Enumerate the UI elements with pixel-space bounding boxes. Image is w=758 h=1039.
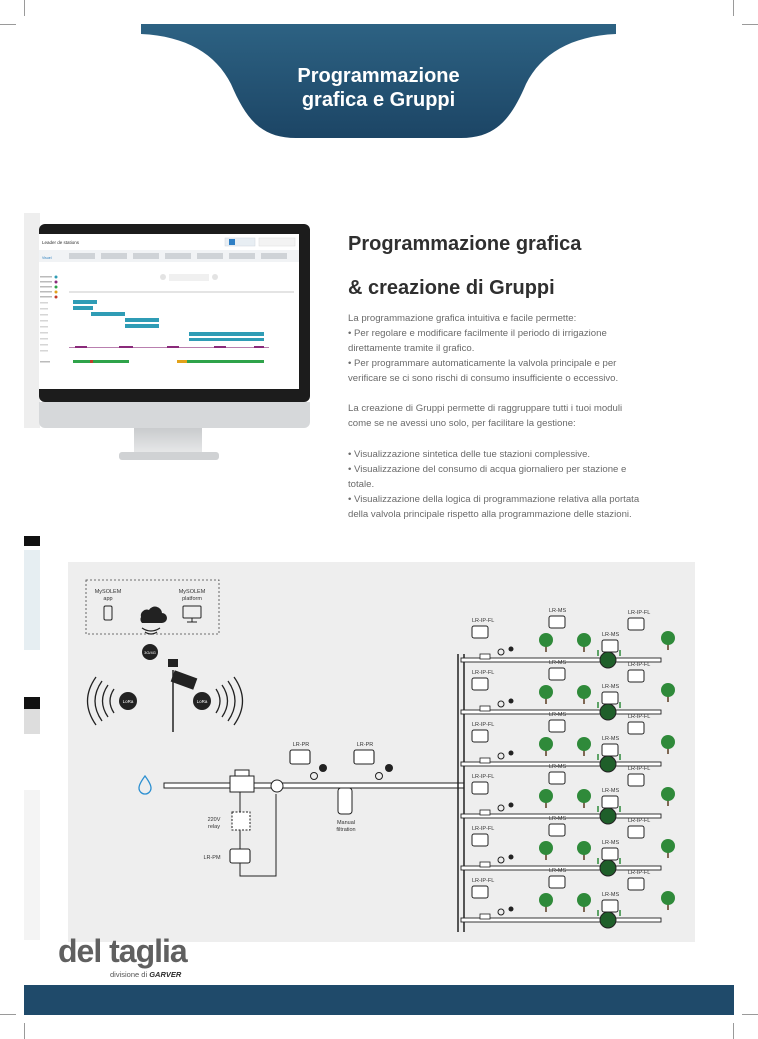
irrigation-schematic <box>68 562 695 942</box>
sensor-icon <box>509 751 514 756</box>
radio-waves-right <box>216 677 243 725</box>
crop-mark <box>733 1023 734 1039</box>
tree-icon <box>539 789 553 803</box>
del-taglia-logo <box>58 933 194 985</box>
header-banner <box>141 24 616 138</box>
tree-icon <box>661 683 675 697</box>
lr-ip-fl-module <box>628 826 644 838</box>
mysolem-app-label: MySOLEM <box>94 589 122 595</box>
crop-mark <box>733 0 734 16</box>
valve-icon <box>498 909 504 915</box>
valve-icon <box>498 701 504 707</box>
crop-mark <box>0 24 16 25</box>
module-label: LR-MS <box>549 712 567 718</box>
filtration-label: Manual <box>336 820 356 826</box>
lr-pm-label: LR-PM <box>203 855 221 861</box>
module-label: LR-IP-FL <box>472 774 495 780</box>
intro-text <box>348 311 648 386</box>
roundabout-icon <box>600 756 616 772</box>
lr-ip-fl-module <box>472 834 488 846</box>
lr-pr-label: LR-PR <box>292 742 310 748</box>
monitor-foot <box>119 452 219 460</box>
left-edge-strip <box>24 697 40 709</box>
left-edge-strip <box>24 536 40 546</box>
tree-icon <box>539 893 553 907</box>
tree-icon <box>661 839 675 853</box>
crop-mark <box>24 1023 25 1039</box>
tree-icon <box>539 737 553 751</box>
lr-ms-module <box>602 692 618 704</box>
lr-ip-fl-module <box>472 678 488 690</box>
irrigation-diagram <box>68 562 695 942</box>
lr-ip-fl-module <box>628 878 644 890</box>
module-label: LR-MS <box>549 764 567 770</box>
screen-title: Leader de stations <box>42 240 80 245</box>
groups-text <box>348 401 648 431</box>
tree-icon <box>661 631 675 645</box>
water-drop-icon <box>139 776 151 794</box>
module-label: LR-IP-FL <box>472 670 495 676</box>
monitor-chin <box>39 402 310 428</box>
section-heading: Programmazione grafica <box>348 233 582 255</box>
solar-panel-icon <box>171 670 198 689</box>
tree-icon <box>539 841 553 855</box>
sensor-icon <box>509 699 514 704</box>
sensor-icon <box>509 803 514 808</box>
lr-ms-module <box>549 720 565 732</box>
gantt-rows <box>40 302 48 352</box>
mysolem-app-label: app <box>103 596 113 602</box>
lr-ms-module <box>549 772 565 784</box>
roundabout-icon <box>600 912 616 928</box>
screen-tabs <box>69 253 287 259</box>
groups-paragraph: La creazione di Gruppi permette di raggruppare tutti i tuoi moduli come se ne avessi uno solo, per facilitare la gestione: <box>348 403 623 429</box>
section-heading: & creazione di Gruppi <box>348 277 555 299</box>
tree-icon <box>661 891 675 905</box>
tree-icon <box>577 633 591 647</box>
roundabout-icon <box>600 860 616 876</box>
lr-ip-fl-module <box>628 618 644 630</box>
roundabout-icon <box>600 704 616 720</box>
lr-ms-module <box>602 900 618 912</box>
flow-meter <box>271 780 283 792</box>
bullet-item: • Per regolare e modificare facilmente il periodo di irrigazione direttamente tramite il grafico. <box>348 328 607 354</box>
module-label: LR-IP-FL <box>472 878 495 884</box>
monitor-stand <box>134 428 202 454</box>
gateway-box <box>168 659 178 667</box>
tree-icon <box>539 633 553 647</box>
filtration-unit <box>338 788 352 814</box>
zone-pipe <box>461 918 661 922</box>
radio-waves-left <box>88 677 115 725</box>
main-valve <box>230 776 254 792</box>
lr-ip-fl-module <box>628 722 644 734</box>
relay-label: relay <box>208 824 220 830</box>
left-edge-strip <box>24 709 40 734</box>
logo-division-prefix: divisione di <box>110 970 148 979</box>
crop-mark <box>24 0 25 16</box>
schedule-gantt <box>39 234 299 389</box>
zone-valve <box>480 914 490 919</box>
module-label: LR-MS <box>549 816 567 822</box>
page-title-line: grafica e Gruppi <box>301 89 456 111</box>
module-label: LR-IP-FL <box>472 826 495 832</box>
module-label: LR-IP-FL <box>628 766 651 772</box>
relay-label: 220V <box>207 817 221 823</box>
module-label: LR-MS <box>602 892 620 898</box>
module-label: LR-MS <box>549 868 567 874</box>
lr-ip-fl-module <box>628 670 644 682</box>
roundabout-icon <box>600 808 616 824</box>
main-pipe <box>164 783 464 788</box>
bullet-item: • Per programmare automaticamente la valvola principale e per verificare se ci sono rischi di consumo insufficiente o eccessivo. <box>348 358 619 384</box>
logo-division-brand: GARVER <box>149 970 182 979</box>
bullet-item: • Visualizzazione sintetica delle tue stazioni complessive. <box>348 449 591 460</box>
zone-valve <box>480 810 490 815</box>
relay-box <box>232 812 250 830</box>
monitor-frame <box>39 224 310 402</box>
module-label: LR-MS <box>549 660 567 666</box>
network-label: 3G/4G <box>144 650 156 655</box>
module-label: LR-IP-FL <box>628 662 651 668</box>
sensor-icon <box>509 647 514 652</box>
tree-icon <box>577 841 591 855</box>
phone-icon <box>104 606 112 620</box>
lr-ms-module <box>602 640 618 652</box>
lr-pr-module <box>290 750 310 764</box>
groups-bullets <box>348 447 648 522</box>
mysolem-platform-label: MySOLEM <box>178 589 206 595</box>
lr-ms-module <box>549 668 565 680</box>
tab-visuel[interactable]: Visuel <box>42 256 52 260</box>
desktop-icon <box>183 606 201 618</box>
lr-ms-module <box>602 744 618 756</box>
module-label: LR-IP-FL <box>628 870 651 876</box>
left-edge-strip <box>24 790 40 940</box>
left-edge-strip <box>24 550 40 650</box>
lr-pm-module <box>230 849 250 863</box>
intro-paragraph: La programmazione grafica intuitiva e facile permette: <box>348 313 577 324</box>
lr-pr-label: LR-PR <box>356 742 374 748</box>
valve-icon <box>498 857 504 863</box>
module-label: LR-IP-FL <box>628 818 651 824</box>
tree-icon <box>661 735 675 749</box>
monitor-screen <box>39 234 299 389</box>
lr-ip-fl-module <box>472 730 488 742</box>
module-label: LR-MS <box>602 632 620 638</box>
lr-ms-module <box>602 848 618 860</box>
mysolem-platform-label: platform <box>182 596 202 602</box>
logo-wordmark: del taglia <box>58 933 187 969</box>
lr-ip-fl-module <box>472 782 488 794</box>
tree-icon <box>577 737 591 751</box>
crop-mark <box>0 1014 16 1015</box>
logo-division <box>110 970 181 979</box>
cloud-icon <box>140 607 167 623</box>
lora-label: LoRa <box>196 699 208 704</box>
module-label: LR-MS <box>549 608 567 614</box>
module-label: LR-IP-FL <box>472 722 495 728</box>
tree-icon <box>577 893 591 907</box>
filtration-label: filtration <box>336 827 356 833</box>
module-label: LR-MS <box>602 736 620 742</box>
lr-ip-fl-module <box>472 886 488 898</box>
sensor-icon <box>509 855 514 860</box>
module-label: LR-MS <box>602 840 620 846</box>
bullet-item: • Visualizzazione del consumo di acqua giornaliero per stazione e totale. <box>348 464 627 490</box>
lr-ip-fl-module <box>628 774 644 786</box>
module-label: LR-IP-FL <box>472 618 495 624</box>
tree-icon <box>577 685 591 699</box>
crop-mark <box>742 24 758 25</box>
sensor-icon <box>509 907 514 912</box>
zone-valve <box>480 862 490 867</box>
lr-ms-module <box>549 824 565 836</box>
module-label: LR-MS <box>602 684 620 690</box>
tree-icon <box>661 787 675 801</box>
monitor-mockup <box>27 224 310 462</box>
lr-ms-module <box>549 616 565 628</box>
zone-valve <box>480 654 490 659</box>
module-label: LR-MS <box>602 788 620 794</box>
valve-icon <box>498 805 504 811</box>
zone-valve <box>480 706 490 711</box>
module-label: LR-IP-FL <box>628 714 651 720</box>
module-label: LR-IP-FL <box>628 610 651 616</box>
footer-bar <box>24 985 734 1015</box>
page-title <box>141 64 616 112</box>
lr-ms-module <box>549 876 565 888</box>
zone-valve <box>480 758 490 763</box>
roundabout-icon <box>600 652 616 668</box>
crop-mark <box>742 1014 758 1015</box>
lr-ip-fl-module <box>472 626 488 638</box>
lr-ms-module <box>602 796 618 808</box>
page-title-line: Programmazione <box>297 65 460 87</box>
lora-label: LoRa <box>122 699 134 704</box>
valve-icon <box>498 649 504 655</box>
valve-icon <box>498 753 504 759</box>
irrigation-zones <box>461 608 675 928</box>
lr-pr-module <box>354 750 374 764</box>
tree-icon <box>577 789 591 803</box>
tree-icon <box>539 685 553 699</box>
bullet-item: • Visualizzazione della logica di programmazione relativa alla portata della valvola principale rispetto alla programmazione delle stazioni. <box>348 494 640 520</box>
